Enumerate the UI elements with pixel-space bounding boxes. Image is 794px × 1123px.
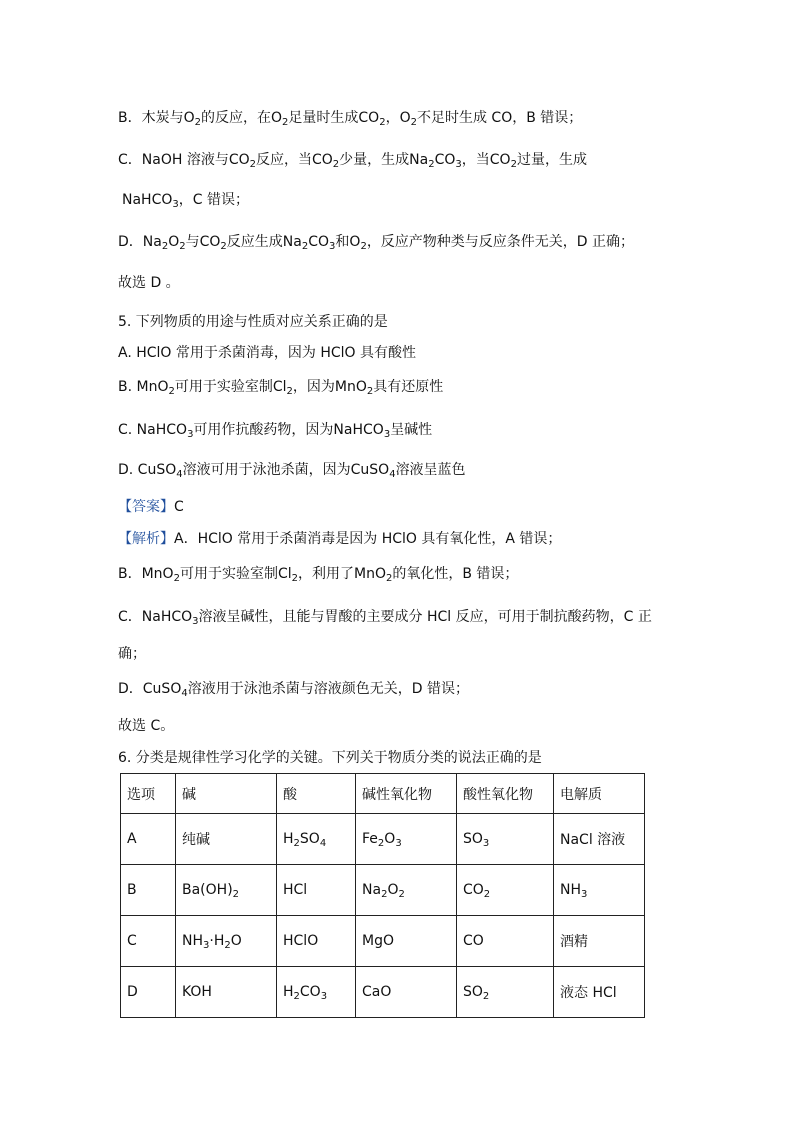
text-line-l5	[118, 273, 180, 293]
subscript: 3	[172, 199, 179, 210]
text-segment: 酒精	[560, 934, 588, 950]
table-cell	[121, 967, 176, 1018]
text-segment: 呈碱性	[390, 422, 433, 438]
text-segment: D．Na	[118, 234, 162, 250]
text-line-l3	[122, 190, 249, 210]
subscript: 2	[224, 940, 231, 951]
text-segment: 和O	[335, 234, 361, 250]
classification-table	[120, 773, 645, 1018]
text-line-l18	[118, 748, 542, 768]
text-line-l1	[118, 108, 582, 128]
subscript: 2	[381, 889, 388, 900]
table-row	[121, 814, 645, 865]
answer-tag: 【答案】	[118, 499, 174, 515]
subscript: 2	[286, 386, 293, 397]
table-cell	[356, 967, 457, 1018]
subscript: 3	[192, 616, 199, 627]
subscript: 2	[410, 117, 417, 128]
table-cell	[121, 814, 176, 865]
subscript: 2	[293, 991, 300, 1002]
text-segment: A	[127, 831, 137, 847]
text-segment: 可用于实验室制Cl	[179, 566, 292, 582]
text-segment: 足量时生成CO	[288, 110, 380, 126]
text-segment: Ba(OH)	[182, 882, 233, 898]
table-header-cell	[356, 774, 457, 814]
text-segment: 选项	[127, 786, 155, 803]
subscript: 2	[301, 241, 309, 252]
subscript: 3	[482, 838, 490, 849]
text-line-l10	[118, 460, 466, 480]
subscript: 2	[360, 241, 367, 252]
text-segment: 电解质	[560, 786, 602, 803]
text-segment: 过量，生成	[516, 152, 587, 168]
table-cell	[356, 814, 457, 865]
table-header-cell	[277, 774, 356, 814]
table-header-row	[121, 774, 645, 814]
subscript: 3	[581, 889, 588, 900]
subscript: 2	[161, 241, 169, 252]
text-line-l6	[118, 312, 388, 332]
subscript: 2	[332, 159, 340, 170]
table-cell	[356, 865, 457, 916]
text-segment: 纯碱	[182, 832, 210, 848]
text-segment: A. HClO 常用于杀菌消毒，因为 HClO 具有酸性	[118, 345, 417, 361]
text-segment: B. MnO	[118, 379, 169, 395]
subscript: 2	[249, 159, 256, 170]
text-segment: 酸性氧化物	[463, 786, 533, 803]
text-segment: SO	[463, 831, 483, 847]
text-segment: O	[384, 831, 396, 847]
text-segment: ，反应产物种类与反应条件无关，D 正确；	[366, 234, 635, 250]
subscript: 2	[428, 159, 435, 170]
table-header-cell	[457, 774, 554, 814]
table-cell	[277, 967, 356, 1018]
subscript: 2	[377, 838, 385, 849]
text-line-l8	[118, 377, 443, 397]
subscript: 4	[181, 688, 188, 699]
table-row	[121, 865, 645, 916]
text-line-l14	[118, 607, 652, 627]
subscript: 2	[232, 889, 240, 900]
answer-tag: 【解析】	[118, 531, 174, 547]
text-segment: 碱性氧化物	[362, 786, 432, 803]
subscript: 2	[179, 241, 186, 252]
text-line-l16	[118, 679, 469, 699]
subscript: 3	[329, 241, 336, 252]
subscript: 4	[176, 469, 183, 480]
text-segment: 可用作抗酸药物，因为NaHCO	[193, 422, 384, 438]
text-line-l17	[118, 716, 174, 736]
table-cell	[457, 814, 554, 865]
table-cell	[277, 865, 356, 916]
text-segment: O	[168, 234, 180, 250]
subscript: 2	[379, 117, 386, 128]
subscript: 2	[168, 386, 175, 397]
subscript: 2	[483, 889, 491, 900]
text-segment: CO	[308, 234, 330, 250]
subscript: 2	[173, 573, 180, 584]
subscript: 3	[395, 838, 402, 849]
subscript: 3	[187, 429, 194, 440]
text-segment: MgO	[362, 933, 394, 949]
table-cell	[554, 916, 645, 967]
subscript: 4	[389, 469, 396, 480]
text-segment: B．MnO	[118, 566, 174, 582]
subscript: 2	[398, 889, 405, 900]
subscript: 2	[510, 159, 517, 170]
text-segment: KOH	[182, 984, 212, 1000]
table-row	[121, 916, 645, 967]
text-segment: D	[127, 984, 138, 1000]
text-segment: NH	[182, 933, 203, 949]
text-segment: 不足时生成 CO，B 错误；	[416, 110, 583, 126]
subscript: 3	[203, 940, 210, 951]
text-segment: NaHCO	[122, 192, 173, 208]
text-segment: O	[230, 933, 242, 949]
text-segment: CO	[463, 933, 484, 949]
text-segment: C	[127, 933, 137, 949]
subscript: 2	[220, 241, 227, 252]
table-cell	[176, 916, 277, 967]
text-segment: HCl	[283, 882, 308, 898]
text-segment: H	[283, 984, 294, 1000]
text-segment: 故选 C。	[118, 718, 175, 734]
text-segment: SO	[463, 984, 483, 1000]
table-cell	[121, 865, 176, 916]
text-segment: C. NaHCO	[118, 422, 188, 438]
text-segment: 与CO	[185, 234, 221, 250]
text-line-l12	[118, 529, 561, 549]
text-line-l15	[118, 644, 146, 664]
text-segment: ，因为MnO	[292, 379, 367, 395]
text-segment: 反应，当CO	[256, 152, 333, 168]
text-segment: A．HClO 常用于杀菌消毒是因为 HClO 具有氧化性，A 错误；	[174, 531, 562, 547]
text-segment: 可用于实验室制Cl	[174, 379, 287, 395]
table-cell	[554, 814, 645, 865]
subscript: 2	[385, 573, 393, 584]
subscript: 2	[366, 386, 374, 397]
text-segment: CaO	[362, 984, 392, 1000]
text-segment: ，C 错误；	[178, 192, 249, 208]
table-cell	[457, 967, 554, 1018]
table-cell	[277, 916, 356, 967]
text-segment: O	[387, 882, 399, 898]
table-cell	[176, 967, 277, 1018]
table-header-cell	[176, 774, 277, 814]
text-line-l13	[118, 564, 518, 584]
table-cell	[176, 814, 277, 865]
subscript: 3	[383, 429, 391, 440]
text-segment: 溶液呈蓝色	[395, 462, 466, 478]
text-segment: B．木炭与O	[118, 110, 195, 126]
text-segment: HClO	[283, 933, 319, 949]
subscript: 3	[455, 159, 462, 170]
table-cell	[457, 916, 554, 967]
text-segment: 碱	[182, 786, 196, 803]
table-cell	[121, 916, 176, 967]
text-segment: Na	[362, 882, 382, 898]
table-cell	[554, 865, 645, 916]
subscript: 2	[194, 117, 201, 128]
subscript: 2	[282, 117, 289, 128]
subscript: 2	[293, 838, 300, 849]
text-segment: 反应生成Na	[226, 234, 302, 250]
text-segment: D．CuSO	[118, 681, 182, 697]
table-cell	[176, 865, 277, 916]
subscript: 2	[291, 573, 298, 584]
text-segment: 溶液可用于泳池杀菌，因为CuSO	[182, 462, 390, 478]
text-segment: H	[283, 831, 294, 847]
text-segment: 酸	[283, 786, 297, 803]
text-segment: ，O	[385, 110, 411, 126]
text-segment: CO	[434, 152, 456, 168]
text-segment: CO	[463, 882, 484, 898]
text-segment: 确；	[118, 646, 146, 662]
text-segment: B	[127, 882, 137, 898]
text-line-l9	[118, 420, 432, 440]
text-segment: 具有还原性	[373, 379, 444, 395]
subscript: 2	[482, 991, 490, 1002]
table-cell	[554, 967, 645, 1018]
text-segment: ，当CO	[461, 152, 511, 168]
text-segment: C．NaOH 溶液与CO	[118, 152, 250, 168]
text-line-l11	[118, 497, 184, 517]
text-segment: SO	[299, 831, 320, 847]
text-segment: ，利用了MnO	[298, 566, 386, 582]
text-segment: C	[174, 499, 184, 515]
text-line-l4	[118, 232, 634, 252]
table-cell	[356, 916, 457, 967]
table-row	[121, 967, 645, 1018]
text-segment: D. CuSO	[118, 462, 177, 478]
text-segment: 的氧化性，B 错误；	[392, 566, 519, 582]
text-segment: C．NaHCO	[118, 609, 193, 625]
subscript: 3	[320, 991, 328, 1002]
text-line-l7	[118, 343, 416, 363]
table-cell	[277, 814, 356, 865]
text-segment: NaCl 溶液	[560, 832, 626, 848]
text-line-l2	[118, 150, 587, 170]
text-segment: 6. 分类是规律性学习化学的关键。下列关于物质分类的说法正确的是	[118, 750, 542, 766]
text-segment: 少量，生成Na	[339, 152, 429, 168]
text-segment: CO	[299, 984, 321, 1000]
table-header-cell	[554, 774, 645, 814]
table-cell	[457, 865, 554, 916]
text-segment: 溶液呈碱性，且能与胃酸的主要成分 HCl 反应，可用于制抗酸药物，C 正	[198, 609, 652, 625]
table-header-cell	[121, 774, 176, 814]
text-segment: Fe	[362, 831, 378, 847]
text-segment: 5. 下列物质的用途与性质对应关系正确的是	[118, 314, 388, 330]
subscript: 4	[319, 838, 327, 849]
text-segment: NH	[560, 882, 581, 898]
text-segment: 的反应，在O	[201, 110, 283, 126]
text-segment: ·H	[209, 933, 225, 949]
text-segment: 故选 D 。	[118, 275, 180, 291]
text-segment: 液态 HCl	[560, 985, 617, 1001]
text-segment: 溶液用于泳池杀菌与溶液颜色无关，D 错误；	[187, 681, 469, 697]
